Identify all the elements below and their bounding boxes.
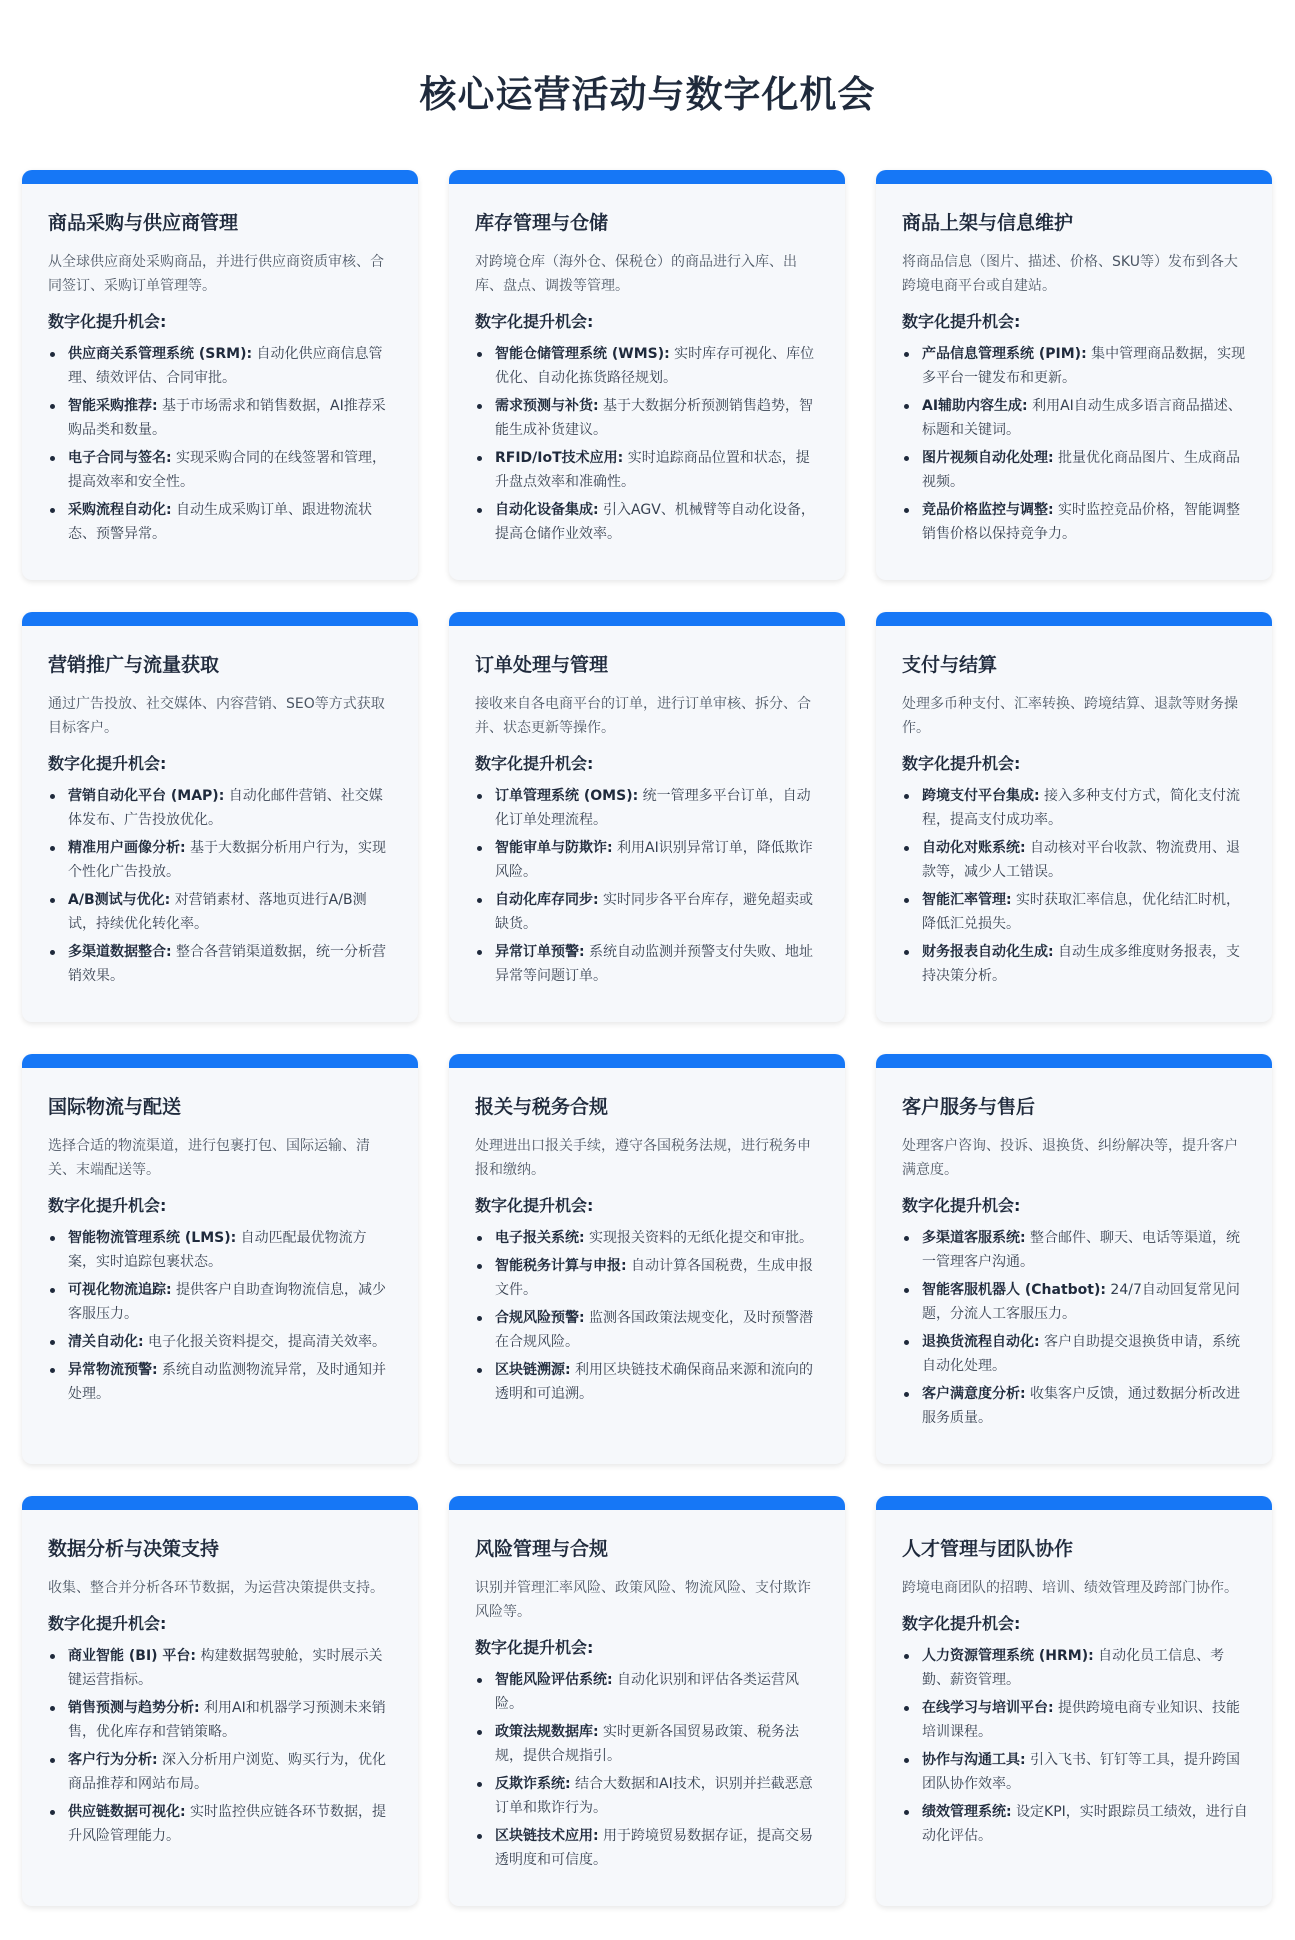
opportunity-item xyxy=(475,836,821,884)
opportunity-heading: 数字化提升机会: xyxy=(48,1614,167,1633)
card-title: 客户服务与售后 xyxy=(902,1096,1036,1118)
opportunity-name: 财务报表自动化生成: xyxy=(922,944,1054,960)
activity-card xyxy=(22,170,418,580)
opportunity-item xyxy=(48,888,394,936)
bullet-icon xyxy=(50,1236,55,1241)
bullet-icon xyxy=(477,508,482,513)
opportunity-text: 利用AI识别异常订单，降低欺诈风险。 xyxy=(495,840,813,880)
bullet-icon xyxy=(50,1810,55,1815)
opportunity-text: 自动化识别和评估各类运营风险。 xyxy=(495,1672,800,1712)
opportunity-text: 用于跨境贸易数据存证，提高交易透明度和可信度。 xyxy=(495,1828,814,1868)
bullet-icon xyxy=(50,352,55,357)
bullet-icon xyxy=(477,1316,482,1321)
bullet-icon xyxy=(50,508,55,513)
opportunity-text: 基于市场需求和销售数据，AI推荐采购品类和数量。 xyxy=(68,398,386,438)
opportunity-item xyxy=(902,1696,1248,1744)
opportunity-heading: 数字化提升机会: xyxy=(902,754,1021,773)
opportunity-name: 跨境支付平台集成: xyxy=(922,788,1040,804)
bullet-icon xyxy=(477,1264,482,1269)
opportunity-text: 自动化员工信息、考勤、薪资管理。 xyxy=(922,1648,1225,1688)
activity-card xyxy=(449,1054,845,1464)
opportunity-item xyxy=(902,888,1248,936)
opportunity-name: 清关自动化: xyxy=(68,1334,144,1350)
bullet-icon xyxy=(477,1236,482,1241)
opportunity-name: 自动化对账系统: xyxy=(922,840,1026,856)
opportunity-item xyxy=(475,1254,821,1302)
opportunity-text: 基于大数据分析预测销售趋势，智能生成补货建议。 xyxy=(495,398,814,438)
opportunity-item xyxy=(902,498,1248,546)
bullet-icon xyxy=(477,898,482,903)
opportunity-text: 结合大数据和AI技术，识别并拦截恶意订单和欺诈行为。 xyxy=(495,1776,813,1816)
opportunity-name: 智能客服机器人 (Chatbot): xyxy=(922,1282,1106,1298)
card-title: 库存管理与仓储 xyxy=(475,212,609,234)
opportunity-name: 多渠道客服系统: xyxy=(922,1230,1026,1246)
opportunity-item xyxy=(902,1800,1248,1848)
opportunity-item xyxy=(902,784,1248,832)
card-description: 对跨境仓库（海外仓、保税仓）的商品进行入库、出库、盘点、调拨等管理。 xyxy=(475,254,797,294)
bullet-icon xyxy=(477,1730,482,1735)
opportunity-item xyxy=(475,1226,821,1250)
opportunity-text: 集中管理商品数据，实现多平台一键发布和更新。 xyxy=(922,346,1246,386)
opportunity-item xyxy=(902,836,1248,884)
opportunity-name: 区块链溯源: xyxy=(495,1362,571,1378)
opportunity-name: 智能采购推荐: xyxy=(68,398,158,414)
card-title: 支付与结算 xyxy=(902,654,998,676)
opportunity-list xyxy=(48,1644,394,1848)
bullet-icon xyxy=(50,794,55,799)
bullet-icon xyxy=(50,1340,55,1345)
opportunity-name: 智能物流管理系统 (LMS): xyxy=(68,1230,237,1246)
opportunity-item xyxy=(48,1644,394,1692)
opportunity-item xyxy=(475,1772,821,1820)
opportunity-name: RFID/IoT技术应用: xyxy=(495,450,624,466)
opportunity-item xyxy=(48,498,394,546)
opportunity-item xyxy=(48,1226,394,1274)
bullet-icon xyxy=(50,404,55,409)
opportunity-heading: 数字化提升机会: xyxy=(475,754,594,773)
opportunity-name: 需求预测与补货: xyxy=(495,398,599,414)
opportunity-heading: 数字化提升机会: xyxy=(475,1638,594,1657)
opportunity-item xyxy=(48,342,394,390)
opportunity-text: 构建数据驾驶舱，实时展示关键运营指标。 xyxy=(68,1648,383,1688)
bullet-icon xyxy=(477,950,482,955)
opportunity-item xyxy=(902,1748,1248,1796)
bullet-icon xyxy=(904,1340,909,1345)
opportunity-name: 产品信息管理系统 (PIM): xyxy=(922,346,1087,362)
opportunity-item xyxy=(475,1668,821,1716)
opportunity-name: 合规风险预警: xyxy=(495,1310,585,1326)
opportunity-item xyxy=(48,1800,394,1848)
opportunity-item xyxy=(475,1306,821,1354)
card-title: 数据分析与决策支持 xyxy=(48,1538,220,1560)
activity-card xyxy=(876,170,1272,580)
opportunity-name: 精准用户画像分析: xyxy=(68,840,186,856)
opportunity-name: 客户满意度分析: xyxy=(922,1386,1026,1402)
opportunity-text: 实现采购合同的在线签署和管理，提高效率和安全性。 xyxy=(68,450,387,490)
opportunity-text: 自动化供应商信息管理、绩效评估、合同审批。 xyxy=(68,346,383,386)
card-title: 商品上架与信息维护 xyxy=(902,212,1074,234)
opportunity-list xyxy=(475,1226,821,1406)
opportunity-text: 整合各营销渠道数据，统一分析营销效果。 xyxy=(68,944,387,984)
bullet-icon xyxy=(50,1654,55,1659)
opportunity-heading: 数字化提升机会: xyxy=(48,754,167,773)
opportunity-item xyxy=(475,446,821,494)
opportunity-item xyxy=(902,1644,1248,1692)
opportunity-name: 智能税务计算与申报: xyxy=(495,1258,627,1274)
opportunity-text: 对营销素材、落地页进行A/B测试，持续优化转化率。 xyxy=(68,892,367,932)
opportunity-text: 设定KPI，实时跟踪员工绩效，进行自动化评估。 xyxy=(922,1804,1248,1844)
opportunity-name: 采购流程自动化: xyxy=(68,502,172,518)
opportunity-text: 接入多种支付方式，简化支付流程，提高支付成功率。 xyxy=(922,788,1241,828)
opportunity-item xyxy=(48,1278,394,1326)
opportunity-item xyxy=(48,1358,394,1406)
opportunity-name: 绩效管理系统: xyxy=(922,1804,1012,1820)
bullet-icon xyxy=(477,404,482,409)
bullet-icon xyxy=(904,950,909,955)
opportunity-text: 自动生成采购订单、跟进物流状态、预警异常。 xyxy=(68,502,373,542)
opportunity-text: 整合邮件、聊天、电话等渠道，统一管理客户沟通。 xyxy=(922,1230,1241,1270)
opportunity-name: 自动化库存同步: xyxy=(495,892,599,908)
card-title: 商品采购与供应商管理 xyxy=(48,212,239,234)
opportunity-heading: 数字化提升机会: xyxy=(902,312,1021,331)
bullet-icon xyxy=(904,1810,909,1815)
opportunity-list xyxy=(48,342,394,546)
opportunity-text: 基于大数据分析用户行为，实现个性化广告投放。 xyxy=(68,840,387,880)
opportunity-text: 自动生成多维度财务报表，支持决策分析。 xyxy=(922,944,1241,984)
bullet-icon xyxy=(904,1706,909,1711)
bullet-icon xyxy=(904,508,909,513)
opportunity-name: 退换货流程自动化: xyxy=(922,1334,1040,1350)
opportunity-name: 自动化设备集成: xyxy=(495,502,599,518)
opportunity-item xyxy=(902,1330,1248,1378)
bullet-icon xyxy=(904,456,909,461)
bullet-icon xyxy=(904,1758,909,1763)
opportunity-list xyxy=(902,1644,1248,1848)
opportunity-item xyxy=(902,394,1248,442)
card-description: 处理多币种支付、汇率转换、跨境结算、退款等财务操作。 xyxy=(902,696,1238,736)
opportunity-item xyxy=(475,1720,821,1768)
opportunity-name: 异常订单预警: xyxy=(495,944,585,960)
card-description: 将商品信息（图片、描述、价格、SKU等）发布到各大跨境电商平台或自建站。 xyxy=(902,254,1238,294)
opportunity-name: AI辅助内容生成: xyxy=(922,398,1028,414)
opportunity-heading: 数字化提升机会: xyxy=(475,1196,594,1215)
opportunity-item xyxy=(48,1748,394,1796)
opportunity-item xyxy=(48,940,394,988)
opportunity-item xyxy=(475,1358,821,1406)
card-description: 跨境电商团队的招聘、培训、绩效管理及跨部门协作。 xyxy=(902,1580,1238,1596)
bullet-icon xyxy=(477,1368,482,1373)
opportunity-list xyxy=(475,1668,821,1872)
bullet-icon xyxy=(477,352,482,357)
activity-card xyxy=(449,170,845,580)
bullet-icon xyxy=(477,456,482,461)
bullet-icon xyxy=(50,1706,55,1711)
bullet-icon xyxy=(904,404,909,409)
opportunity-text: 引入AGV、机械臂等自动化设备，提高仓储作业效率。 xyxy=(495,502,815,542)
card-title: 国际物流与配送 xyxy=(48,1096,182,1118)
opportunity-text: 系统自动监测并预警支付失败、地址异常等问题订单。 xyxy=(495,944,814,984)
activity-card xyxy=(22,1496,418,1906)
opportunity-heading: 数字化提升机会: xyxy=(48,312,167,331)
opportunity-name: 智能风险评估系统: xyxy=(495,1672,613,1688)
opportunity-name: 商业智能 (BI) 平台: xyxy=(68,1648,197,1664)
opportunity-text: 批量优化商品图片、生成商品视频。 xyxy=(922,450,1241,490)
opportunity-text: 客户自助提交退换货申请，系统自动化处理。 xyxy=(922,1334,1241,1374)
opportunity-item xyxy=(475,940,821,988)
card-grid xyxy=(22,170,1273,1906)
opportunity-name: 多渠道数据整合: xyxy=(68,944,172,960)
activity-card xyxy=(449,612,845,1022)
opportunity-name: 政策法规数据库: xyxy=(495,1724,599,1740)
bullet-icon xyxy=(477,794,482,799)
card-description: 处理客户咨询、投诉、退换货、纠纷解决等，提升客户满意度。 xyxy=(902,1138,1238,1178)
opportunity-item xyxy=(475,784,821,832)
opportunity-text: 实时库存可视化、库位优化、自动化拣货路径规划。 xyxy=(495,346,815,386)
opportunity-item xyxy=(475,498,821,546)
opportunity-item xyxy=(902,342,1248,390)
opportunity-item xyxy=(902,1226,1248,1274)
opportunity-text: 实时监控供应链各环节数据，提升风险管理能力。 xyxy=(68,1804,387,1844)
activity-card xyxy=(876,1496,1272,1906)
opportunity-text: 监测各国政策法规变化，及时预警潜在合规风险。 xyxy=(495,1310,814,1350)
card-description: 接收来自各电商平台的订单，进行订单审核、拆分、合并、状态更新等操作。 xyxy=(475,696,811,736)
opportunity-item xyxy=(475,342,821,390)
opportunity-name: 人力资源管理系统 (HRM): xyxy=(922,1648,1094,1664)
opportunity-list xyxy=(475,342,821,546)
card-title: 报关与税务合规 xyxy=(475,1096,609,1118)
opportunity-text: 实时同步各平台库存，避免超卖或缺货。 xyxy=(495,892,814,932)
opportunity-text: 自动匹配最优物流方案，实时追踪包裹状态。 xyxy=(68,1230,367,1270)
activity-card xyxy=(22,1054,418,1464)
opportunity-item xyxy=(475,888,821,936)
bullet-icon xyxy=(50,1368,55,1373)
card-description: 选择合适的物流渠道，进行包裹打包、国际运输、清关、末端配送等。 xyxy=(48,1138,370,1178)
card-description: 从全球供应商处采购商品，并进行供应商资质审核、合同签订、采购订单管理等。 xyxy=(48,254,384,294)
opportunity-text: 提供跨境电商专业知识、技能培训课程。 xyxy=(922,1700,1241,1740)
opportunity-text: 利用AI自动生成多语言商品描述、标题和关键词。 xyxy=(922,398,1242,438)
opportunity-name: 协作与沟通工具: xyxy=(922,1752,1026,1768)
opportunity-name: 图片视频自动化处理: xyxy=(922,450,1054,466)
bullet-icon xyxy=(50,846,55,851)
activity-card xyxy=(449,1496,845,1906)
card-description: 处理进出口报关手续，遵守各国税务法规，进行税务申报和缴纳。 xyxy=(475,1138,811,1178)
opportunity-list xyxy=(902,784,1248,988)
opportunity-heading: 数字化提升机会: xyxy=(902,1614,1021,1633)
opportunity-name: 订单管理系统 (OMS): xyxy=(495,788,639,804)
opportunity-name: 供应链数据可视化: xyxy=(68,1804,186,1820)
opportunity-name: 客户行为分析: xyxy=(68,1752,158,1768)
card-title: 人才管理与团队协作 xyxy=(902,1538,1074,1560)
card-description: 通过广告投放、社交媒体、内容营销、SEO等方式获取目标客户。 xyxy=(48,696,385,736)
bullet-icon xyxy=(50,950,55,955)
opportunity-item xyxy=(48,836,394,884)
bullet-icon xyxy=(477,1678,482,1683)
opportunity-heading: 数字化提升机会: xyxy=(902,1196,1021,1215)
bullet-icon xyxy=(904,352,909,357)
opportunity-text: 实时监控竞品价格，智能调整销售价格以保持竞争力。 xyxy=(922,502,1241,542)
opportunity-item xyxy=(902,1278,1248,1326)
opportunity-name: 区块链技术应用: xyxy=(495,1828,599,1844)
opportunity-text: 实时获取汇率信息，优化结汇时机，降低汇兑损失。 xyxy=(922,892,1241,932)
opportunity-heading: 数字化提升机会: xyxy=(48,1196,167,1215)
bullet-icon xyxy=(904,846,909,851)
opportunity-item xyxy=(475,394,821,442)
opportunity-text: 自动计算各国税费，生成申报文件。 xyxy=(495,1258,814,1298)
bullet-icon xyxy=(477,1834,482,1839)
opportunity-name: 供应商关系管理系统 (SRM): xyxy=(68,346,253,362)
bullet-icon xyxy=(50,456,55,461)
opportunity-text: 实时追踪商品位置和状态，提升盘点效率和准确性。 xyxy=(495,450,810,490)
bullet-icon xyxy=(904,1654,909,1659)
activity-card xyxy=(876,612,1272,1022)
opportunity-text: 利用AI和机器学习预测未来销售，优化库存和营销策略。 xyxy=(68,1700,386,1740)
opportunity-item xyxy=(48,1330,394,1354)
opportunity-name: 反欺诈系统: xyxy=(495,1776,571,1792)
opportunity-text: 自动化邮件营销、社交媒体发布、广告投放优化。 xyxy=(68,788,383,828)
opportunity-item xyxy=(902,1382,1248,1430)
bullet-icon xyxy=(50,898,55,903)
card-title: 订单处理与管理 xyxy=(475,654,609,676)
opportunity-text: 利用区块链技术确保商品来源和流向的透明和可追溯。 xyxy=(495,1362,814,1402)
opportunity-item xyxy=(902,940,1248,988)
opportunity-list xyxy=(48,1226,394,1406)
opportunity-heading: 数字化提升机会: xyxy=(475,312,594,331)
opportunity-list xyxy=(902,1226,1248,1430)
opportunity-list xyxy=(902,342,1248,546)
opportunity-text: 系统自动监测物流异常，及时通知并处理。 xyxy=(68,1362,387,1402)
opportunity-name: 销售预测与趋势分析: xyxy=(68,1700,200,1716)
opportunity-text: 24/7自动回复常见问题，分流人工客服压力。 xyxy=(922,1282,1240,1322)
opportunity-item xyxy=(48,1696,394,1744)
opportunity-item xyxy=(48,784,394,832)
opportunity-name: 智能汇率管理: xyxy=(922,892,1012,908)
opportunity-list xyxy=(48,784,394,988)
opportunity-item xyxy=(475,1824,821,1872)
opportunity-name: 电子合同与签名: xyxy=(68,450,172,466)
bullet-icon xyxy=(904,794,909,799)
card-description: 收集、整合并分析各环节数据，为运营决策提供支持。 xyxy=(48,1580,384,1596)
opportunity-text: 自动核对平台收款、物流费用、退款等，减少人工错误。 xyxy=(922,840,1241,880)
card-description: 识别并管理汇率风险、政策风险、物流风险、支付欺诈风险等。 xyxy=(475,1580,811,1620)
bullet-icon xyxy=(904,1288,909,1293)
bullet-icon xyxy=(904,898,909,903)
bullet-icon xyxy=(904,1392,909,1397)
opportunity-item xyxy=(902,446,1248,494)
opportunity-name: 异常物流预警: xyxy=(68,1362,158,1378)
opportunity-name: 电子报关系统: xyxy=(495,1230,585,1246)
opportunity-text: 统一管理多平台订单，自动化订单处理流程。 xyxy=(495,788,811,828)
opportunity-text: 实时更新各国贸易政策、税务法规，提供合规指引。 xyxy=(495,1724,800,1764)
opportunity-item xyxy=(48,446,394,494)
opportunity-text: 收集客户反馈，通过数据分析改进服务质量。 xyxy=(922,1386,1241,1426)
bullet-icon xyxy=(904,1236,909,1241)
opportunity-item xyxy=(48,394,394,442)
opportunity-text: 提供客户自助查询物流信息，减少客服压力。 xyxy=(68,1282,387,1322)
opportunity-text: 实现报关资料的无纸化提交和审批。 xyxy=(584,1230,814,1246)
opportunity-name: 营销自动化平台 (MAP): xyxy=(68,788,225,804)
opportunity-name: A/B测试与优化: xyxy=(68,892,171,908)
bullet-icon xyxy=(50,1758,55,1763)
opportunity-name: 竞品价格监控与调整: xyxy=(922,502,1054,518)
opportunity-text: 电子化报关资料提交，提高清关效率。 xyxy=(143,1334,387,1350)
opportunity-list xyxy=(475,784,821,988)
opportunity-text: 引入飞书、钉钉等工具，提升跨国团队协作效率。 xyxy=(922,1752,1241,1792)
bullet-icon xyxy=(50,1288,55,1293)
opportunity-name: 在线学习与培训平台: xyxy=(922,1700,1054,1716)
opportunity-text: 深入分析用户浏览、购买行为，优化商品推荐和网站布局。 xyxy=(68,1752,387,1792)
card-title: 营销推广与流量获取 xyxy=(48,654,220,676)
activity-card xyxy=(22,612,418,1022)
card-title: 风险管理与合规 xyxy=(475,1538,609,1560)
activity-card xyxy=(876,1054,1272,1464)
opportunity-name: 智能审单与防欺诈: xyxy=(495,840,613,856)
opportunity-name: 智能仓储管理系统 (WMS): xyxy=(495,346,670,362)
opportunity-name: 可视化物流追踪: xyxy=(68,1282,172,1298)
bullet-icon xyxy=(477,1782,482,1787)
page-title: 核心运营活动与数字化机会 xyxy=(419,73,876,116)
bullet-icon xyxy=(477,846,482,851)
